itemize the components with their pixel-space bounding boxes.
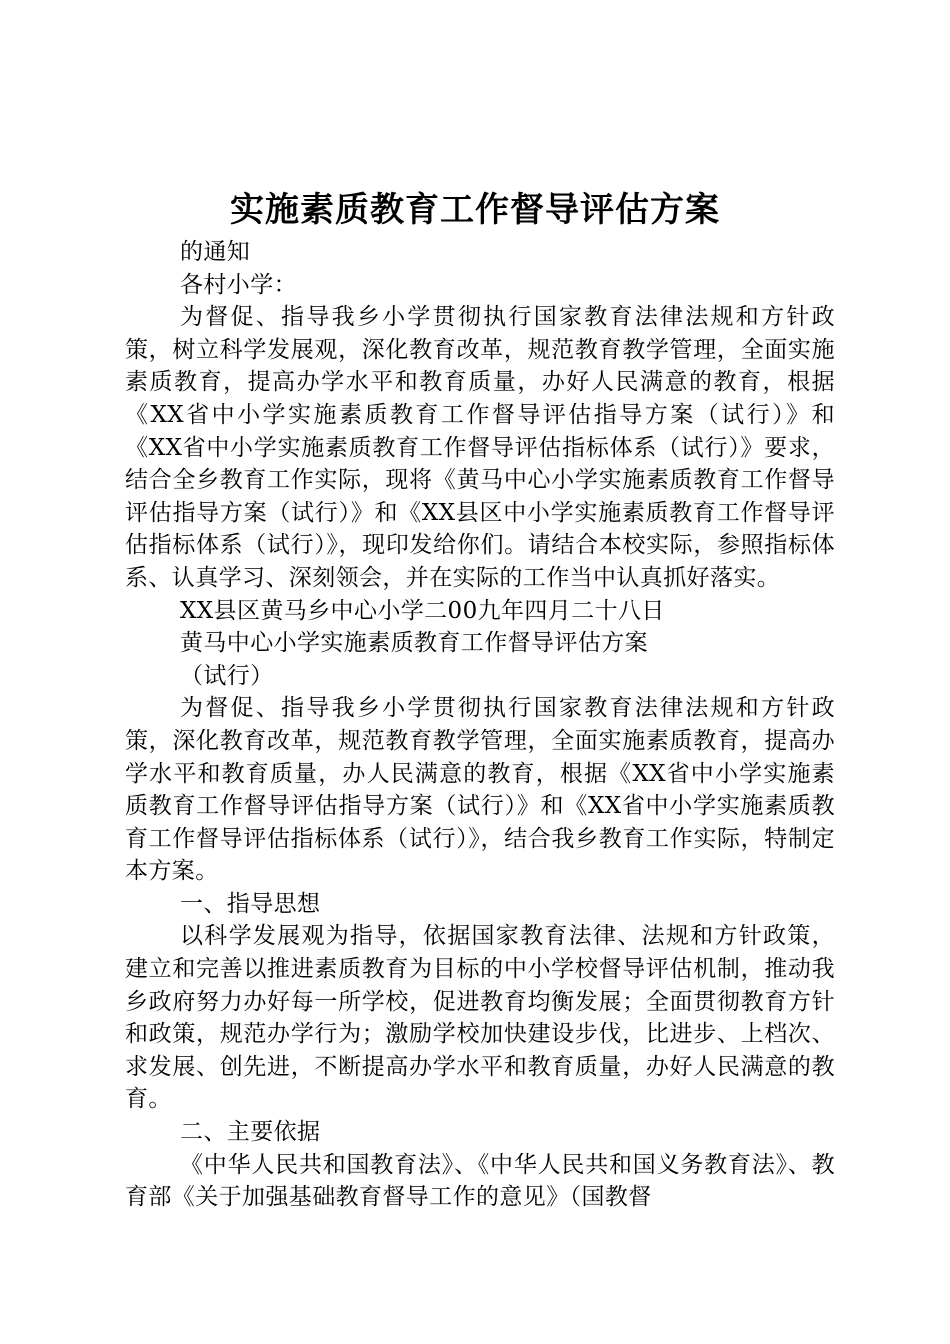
document-title: 实施素质教育工作督导评估方案 — [230, 190, 720, 230]
paragraph-notice-body: 为督促、指导我乡小学贯彻执行国家教育法律法规和方针政策，树立科学发展观，深化教育改革，规范教育教学管理，全面实施素质教育，提高办学水平和教育质量，办好人民满意的教育，根据《XX省中小学实施素质教育工作督导评估指导方案（试行）》和《XX省中小学实施素质教育工作督导评估指标体系（试行）》要求，结合全乡教育工作实际，现将《黄马中心小学实施素质教育工作督导评估指导方案（试行）》和《XX县区中小学实施素质教育工作督导评估指标体系（试行）》，现印发给你们。请结合本校实际，参照指标体系、认真学习、深刻领会，并在实际的工作当中认真抓好落实。 — [125, 304, 835, 591]
document-body — [125, 236, 835, 1214]
section-heading-main-basis: 二、主要依据 — [180, 1119, 321, 1146]
paragraph-plan-title: 黄马中心小学实施素质教育工作督导评估方案 — [180, 630, 648, 657]
paragraph-issuer-date: XX县区黄马乡中心小学二00九年四月二十八日 — [180, 597, 665, 624]
paragraph-recipient: 各村小学： — [180, 271, 297, 298]
paragraph-plan-trial: （试行） — [180, 662, 274, 689]
paragraph-guiding-ideology: 以科学发展观为指导，依据国家教育法律、法规和方针政策，建立和完善以推进素质教育为目标的中小学校督导评估机制，推动我乡政府努力办好每一所学校，促进教育均衡发展；全面贯彻教育方针和政策，规范办学行为；激励学校加快建设步伐，比进步、上档次、求发展、创先进，不断提高办学水平和教育质量，办好人民满意的教育。 — [125, 923, 835, 1113]
paragraph-main-basis: 《中华人民共和国教育法》、《中华人民共和国义务教育法》、教育部《关于加强基础教育督导工作的意见》（国教督 — [125, 1151, 835, 1211]
paragraph-notice-suffix: 的通知 — [180, 239, 251, 265]
paragraph-plan-intro: 为督促、指导我乡小学贯彻执行国家教育法律法规和方针政策，深化教育改革，规范教育教学管理，全面实施素质教育，提高办学水平和教育质量，办人民满意的教育，根据《XX省中小学实施素质教育工作督导评估指导方案（试行）》和《XX省中小学实施素质教育工作督导评估指标体系（试行）》，结合我乡教育工作实际，特制定本方案。 — [125, 695, 835, 885]
section-heading-guiding-ideology: 一、指导思想 — [180, 890, 321, 917]
